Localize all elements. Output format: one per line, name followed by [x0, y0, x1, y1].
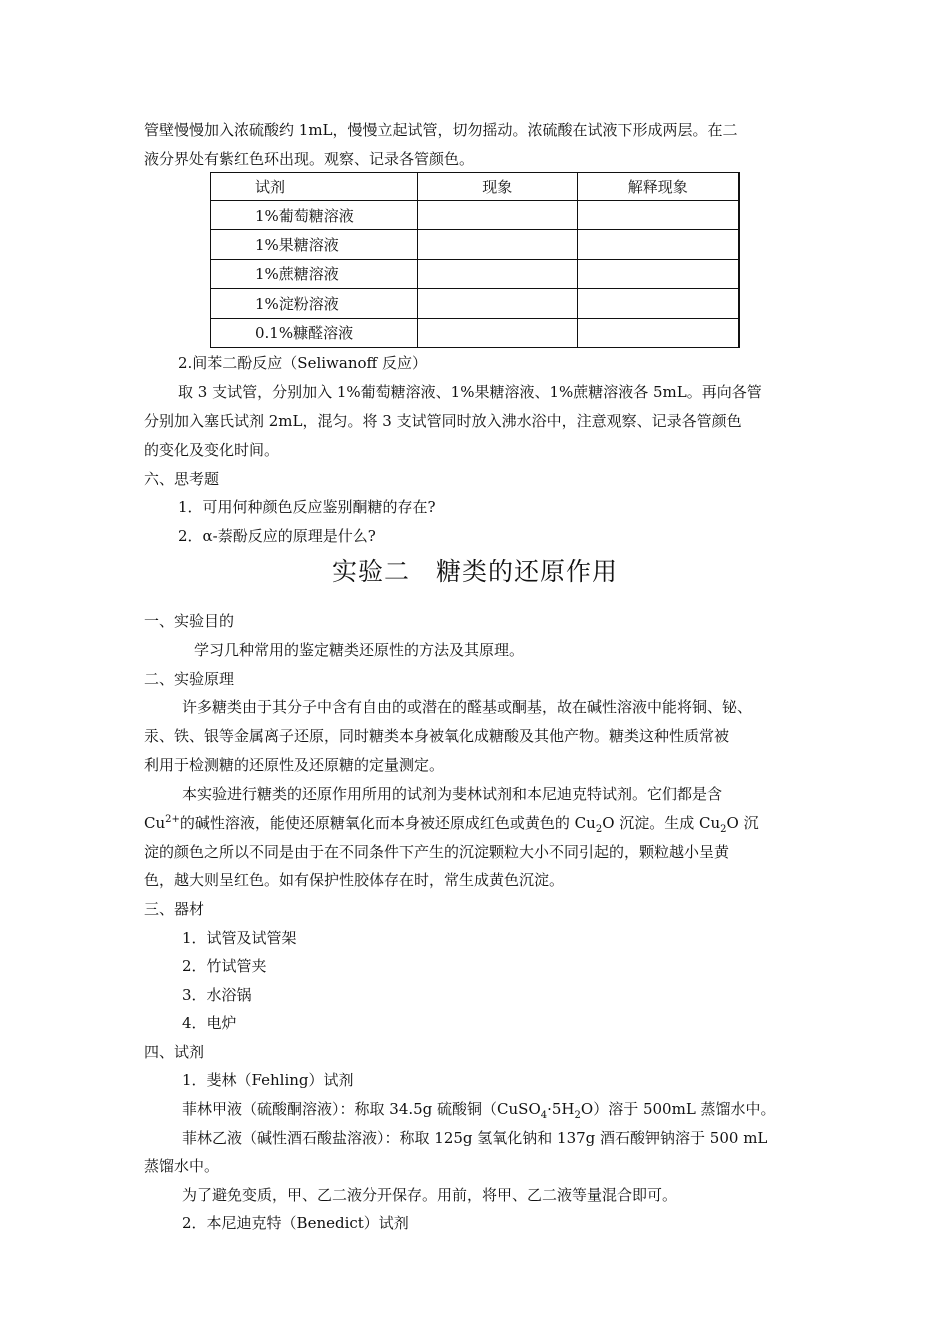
benedict-heading: 2．本尼迪克特（Benedict）试剂 [182, 1214, 409, 1232]
fehling-solution-a: 菲林甲液（硫酸酮溶液）：称取 34.5g 硫酸铜$(CuSO_4\cdot 5H_2O)$溶于 500mL 蒸馏水中。 [182, 1100, 776, 1121]
table-row [211, 289, 740, 318]
principle-p2-line-4: 色，越大则呈红色。如有保护性胶体存在时，常生成黄色沉淀。 [144, 871, 565, 889]
header-reagent: 试剂 [211, 173, 418, 201]
reagents-heading: 四、试剂 [144, 1043, 205, 1061]
table-cell-explanation [577, 289, 739, 318]
table-cell-phenomenon [417, 259, 577, 288]
questions-heading: 六、思考题 [144, 470, 220, 488]
table-cell-phenomenon [417, 289, 577, 318]
header-explanation: 解释现象 [577, 173, 739, 201]
seliwanoff-line-1: 取 3 支试管，分别加入 1%葡萄糖溶液、1%果糖溶液、1%蔗糖溶液各 5mL。再向各管 [178, 383, 762, 401]
header-phenomenon: 现象 [417, 173, 577, 201]
intro-line-1: 管壁慢慢加入浓硫酸约 1mL，慢慢立起试管，切勿摇动。浓硫酸在试液下形成两层。在二 [144, 121, 738, 139]
principle-p1-line-2: 汞、铁、银等金属离子还原，同时糖类本身被氧化成糖酸及其他产物。糖类这种性质常被 [144, 727, 730, 745]
table-cell-phenomenon [417, 201, 577, 230]
storage-note: 为了避免变质，甲、乙二液分开保存。用前，将甲、乙二液等量混合即可。 [182, 1186, 678, 1204]
observation-table [210, 172, 740, 348]
fehling-heading: 1．斐林（Fehling）试剂 [182, 1071, 354, 1089]
equipment-heading: 三、器材 [144, 900, 205, 918]
principle-p2-line-3: 淀的颜色之所以不同是由于在不同条件下产生的沉淀颗粒大小不同引起的，颗粒越小呈黄 [144, 843, 730, 861]
table-header-row [211, 173, 740, 201]
purpose-text: 学习几种常用的鉴定糖类还原性的方法及其原理。 [194, 641, 525, 659]
equipment-item: 4．电炉 [182, 1014, 237, 1032]
equipment-item: 1．试管及试管架 [182, 929, 297, 947]
fehling-solution-b-line-1: 菲林乙液（碱性酒石酸盐溶液）：称取 125g 氢氧化钠和 137g 酒石酸钾钠溶于 500 mL [182, 1129, 768, 1147]
principle-p2-line-2: $Cu^{2+}$的碱性溶液，能使还原糖氧化而本身被还原成红色或黄色的 $Cu_2O$ 沉淀。生成 $Cu_2O$ 沉 [144, 814, 759, 835]
question-1: 1．可用何种颜色反应鉴别酮糖的存在? [178, 498, 436, 516]
table-cell-phenomenon [417, 230, 577, 259]
table-cell-explanation [577, 259, 739, 288]
seliwanoff-line-2: 分别加入塞氏试剂 2mL，混匀。将 3 支试管同时放入沸水浴中，注意观察、记录各管颜色 [144, 412, 742, 430]
table-cell-reagent: 1%淀粉溶液 [211, 289, 418, 318]
table-cell-explanation [577, 230, 739, 259]
principle-p2-line-1: 本实验进行糖类的还原作用所用的试剂为斐林试剂和本尼迪克特试剂。它们都是含 [182, 785, 723, 803]
equipment-item: 3．水浴锅 [182, 986, 252, 1004]
experiment-title: 实验二 糖类的还原作用 [331, 557, 618, 586]
intro-line-2: 液分界处有紫红色环出现。观察、记录各管颜色。 [144, 150, 475, 168]
table-row [211, 201, 740, 230]
fehling-solution-b-line-2: 蒸馏水中。 [144, 1157, 220, 1175]
question-2: 2．α-萘酚反应的原理是什么? [178, 527, 376, 545]
purpose-heading: 一、实验目的 [144, 612, 235, 630]
principle-p1-line-1: 许多糖类由于其分子中含有自由的或潜在的醛基或酮基，故在碱性溶液中能将铜、铋、 [182, 698, 753, 716]
principle-heading: 二、实验原理 [144, 670, 235, 688]
table-cell-reagent: 1%果糖溶液 [211, 230, 418, 259]
table-cell-reagent: 1%葡萄糖溶液 [211, 201, 418, 230]
table-row [211, 259, 740, 288]
table-cell-reagent: 0.1%糠醛溶液 [211, 318, 418, 347]
table-cell-explanation [577, 318, 739, 347]
seliwanoff-line-3: 的变化及变化时间。 [144, 441, 280, 459]
table-cell-phenomenon [417, 318, 577, 347]
table-cell-reagent: 1%蔗糖溶液 [211, 259, 418, 288]
seliwanoff-heading: 2.间苯二酚反应（Seliwanoff 反应） [178, 354, 427, 372]
table-row [211, 318, 740, 347]
principle-p1-line-3: 利用于检测糖的还原性及还原糖的定量测定。 [144, 756, 445, 774]
table-cell-explanation [577, 201, 739, 230]
table-row [211, 230, 740, 259]
equipment-item: 2．竹试管夹 [182, 957, 267, 975]
